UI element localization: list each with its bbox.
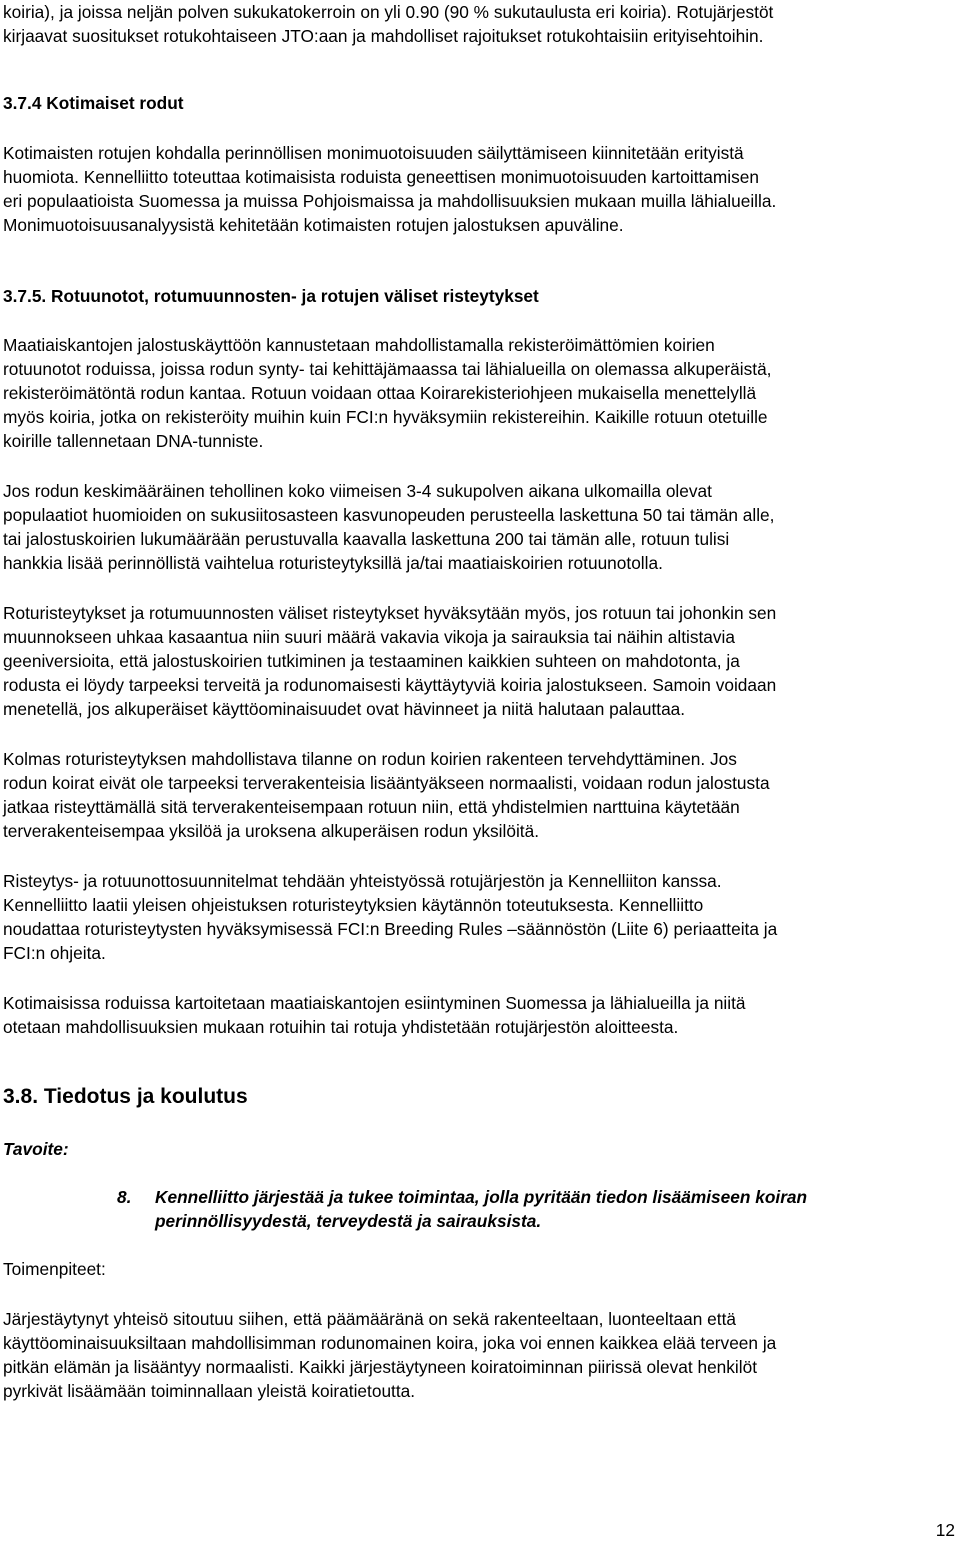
actions-label: Toimenpiteet: [3, 1259, 106, 1279]
page-number: 12 [935, 1520, 955, 1540]
paragraph-line: Kennelliitto laatii yleisen ohjeistuksen roturisteytyksien käytännön toteutuksesta. Kennelliitto [3, 895, 704, 915]
paragraph-line: Järjestäytynyt yhteisö sitoutuu siihen, että päämääränä on sekä rakenteeltaan, luonteeltaan että [3, 1309, 737, 1329]
section-heading-3-7-4: 3.7.4 Kotimaiset rodut [3, 93, 184, 113]
paragraph-line: tai jalostuskoirien lukumäärään perustuvalla kaavalla laskettuna 200 tai tämän alle, rotuun tulisi [3, 529, 730, 549]
section-heading-3-7-5: 3.7.5. Rotuunotot, rotumuunnosten- ja rotujen väliset risteytykset [3, 286, 539, 306]
paragraph-line: eri populaatioista Suomessa ja muissa Pohjoismaissa ja mahdollisuuksien mukaan muilla lähialueilla. [3, 191, 777, 211]
paragraph-line: käyttöominaisuuksiltaan mahdollisimman rodunomainen koira, joka voi ennen kaikkea elää terveen ja [3, 1333, 777, 1353]
paragraph-line: FCI:n ohjeita. [3, 943, 106, 963]
paragraph-line: rodusta ei löydy tarpeeksi terveitä ja rodunomaisesti käyttäytyviä koiria jalostukseen. Samoin voidaan [3, 675, 777, 695]
paragraph-line: menetellä, jos alkuperäiset käyttöominaisuudet ovat hävinneet ja niitä halutaan palauttaa. [3, 699, 686, 719]
goal-number: 8. [117, 1187, 132, 1207]
goal-line: perinnöllisyydestä, terveydestä ja sairauksista. [155, 1211, 542, 1231]
intro-line: koiria), ja joissa neljän polven sukukatokerroin on yli 0.90 (90 % sukutaulusta eri koiria). Rotujärjestöt [3, 2, 774, 22]
paragraph-line: muunnokseen uhkaa kasaantua niin suuri määrä vakavia vikoja ja sairauksia tai näihin altistavia [3, 627, 735, 647]
paragraph-line: jatkaa risteyttämällä sitä terverakenteisempaan rotuun niin, että yhdistelmien narttuina käytetään [3, 797, 740, 817]
paragraph-line: Monimuotoisuusanalyysistä kehitetään kotimaisten rotujen jalostuksen apuväline. [3, 215, 624, 235]
goal-label: Tavoite: [3, 1139, 69, 1159]
paragraph-line: geeniversioita, että jalostuskoirien tutkiminen ja testaaminen kaikkien suhteen on mahdotonta, ja [3, 651, 740, 671]
paragraph-line: Kotimaisissa roduissa kartoitetaan maatiaiskantojen esiintyminen Suomessa ja lähialueilla ja niitä [3, 993, 746, 1013]
paragraph-line: pyrkivät lisäämään toiminnallaan yleistä koiratietoutta. [3, 1381, 416, 1401]
paragraph-line: Kotimaisten rotujen kohdalla perinnöllisen monimuotoisuuden säilyttämiseen kiinnitetään erityistä [3, 143, 744, 163]
paragraph-line: huomiota. Kennelliitto toteuttaa kotimaisista roduista geneettisen monimuotoisuuden kartoittamisen [3, 167, 760, 187]
paragraph-line: rotuunotot roduissa, joissa rodun synty- tai kehittäjämaassa tai lähialueilla on olemassa alkuperäistä, [3, 359, 772, 379]
paragraph-line: Roturisteytykset ja rotumuunnosten väliset risteytykset hyväksytään myös, jos rotuun tai johonkin sen [3, 603, 777, 623]
paragraph-line: otetaan mahdollisuuksien mukaan rotuihin tai rotuja yhdistetään rotujärjestön aloitteesta. [3, 1017, 679, 1037]
paragraph-line: rekisteröimätöntä rodun kantaa. Rotuun voidaan ottaa Koirarekisteriohjeen mukaisella menettelyllä [3, 383, 757, 403]
paragraph-line: populaatiot huomioiden on sukusiitosasteen kasvunopeuden perusteella laskettuna 50 tai tämän alle, [3, 505, 775, 525]
goal-line: Kennelliitto järjestää ja tukee toimintaa, jolla pyritään tiedon lisäämiseen koiran [155, 1187, 808, 1207]
intro-line: kirjaavat suositukset rotukohtaiseen JTO:aan ja mahdolliset rajoitukset rotukohtaisiin erityisehtoihin. [3, 26, 764, 46]
paragraph-line: noudattaa roturisteytysten hyväksymisessä FCI:n Breeding Rules –säännöstön (Liite 6) periaatteita ja [3, 919, 778, 939]
paragraph-line: terverakenteisempaa yksilöä ja uroksena alkuperäisen rodun yksilöitä. [3, 821, 540, 841]
paragraph-line: Maatiaiskantojen jalostuskäyttöön kannustetaan mahdollistamalla rekisteröimättömien koirien [3, 335, 715, 355]
paragraph-line: pitkän elämän ja lisääntyy normaalisti. Kaikki järjestäytyneen koiratoiminnan piirissä olevat henkilöt [3, 1357, 758, 1377]
section-heading-3-8: 3.8. Tiedotus ja koulutus [3, 1085, 248, 1108]
paragraph-line: hankkia lisää perinnöllistä vaihtelua roturisteytyksillä ja/tai maatiaiskoirien rotuunotolla. [3, 553, 663, 573]
paragraph-line: rodun koirat eivät ole tarpeeksi terverakenteisia lisääntyäkseen normaalisti, voidaan rodun jalostusta [3, 773, 770, 793]
paragraph-line: Jos rodun keskimääräinen tehollinen koko viimeisen 3-4 sukupolven aikana ulkomailla olevat [3, 481, 712, 501]
paragraph-line: Kolmas roturisteytyksen mahdollistava tilanne on rodun koirien rakenteen tervehdyttäminen. Jos [3, 749, 737, 769]
paragraph-line: myös koiria, jotka on rekisteröity muihin kuin FCI:n hyväksymiin rekistereihin. Kaikille rotuun otetuille [3, 407, 768, 427]
paragraph-line: koirille tallennetaan DNA-tunniste. [3, 431, 264, 451]
paragraph-line: Risteytys- ja rotuunottosuunnitelmat tehdään yhteistyössä rotujärjestön ja Kennelliiton kanssa. [3, 871, 722, 891]
